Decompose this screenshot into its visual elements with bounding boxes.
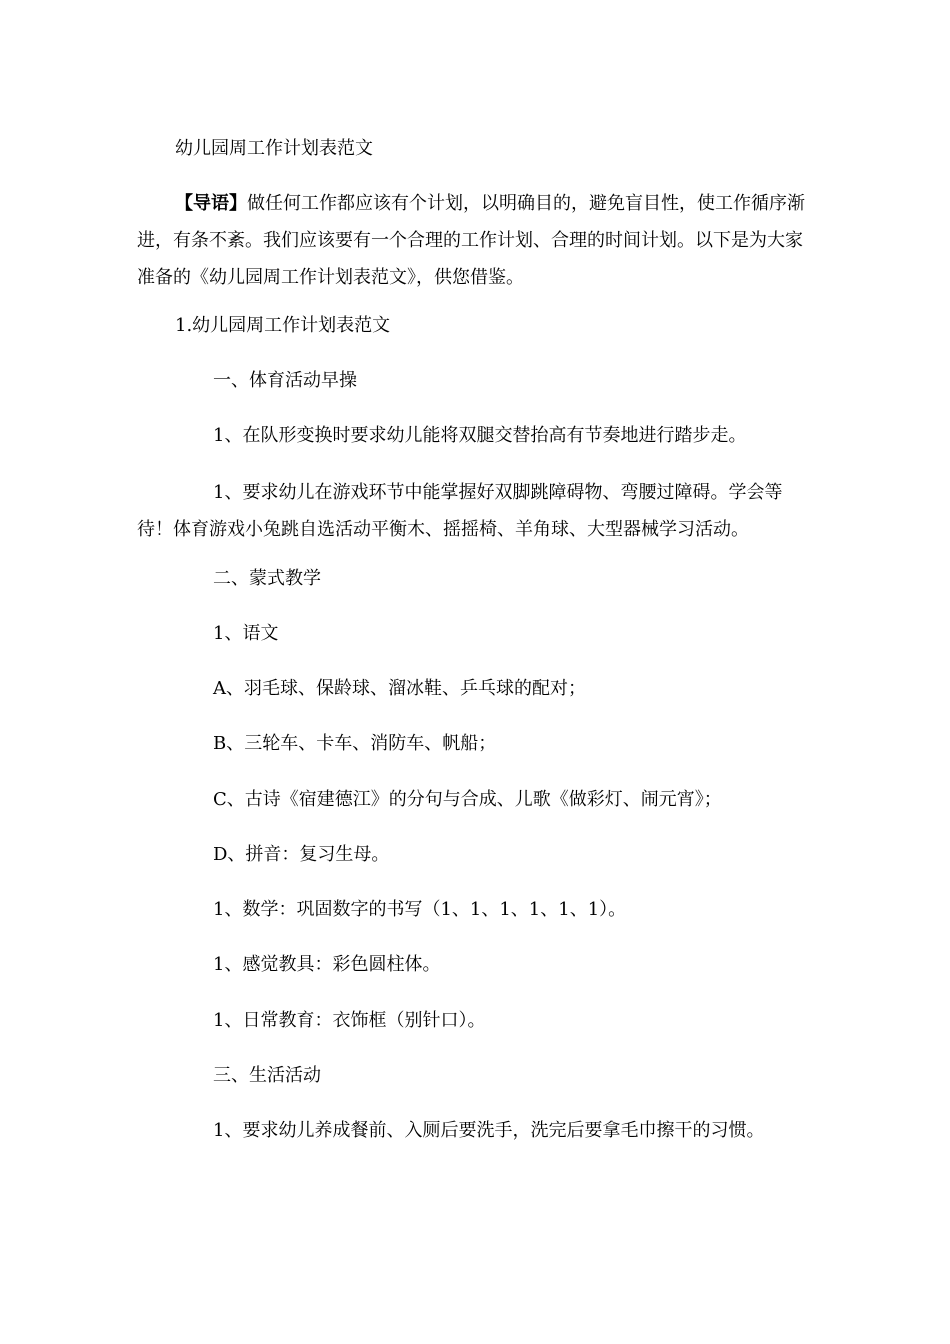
intro-text: 做任何工作都应该有个计划，以明确目的，避免盲目性，使工作循序渐进，有条不紊。我们应该要有一个合理的工作计划、合理的时间计划。以下是为大家准备的《幼儿园周工作计划表范文》，供您借鉴。 xyxy=(137,193,805,288)
part3-heading: 三、生活活动 xyxy=(213,1065,321,1086)
section-title: 1.幼儿园周工作计划表范文 xyxy=(175,315,391,336)
part2-language: 1、语文 xyxy=(213,623,279,644)
part2-sensory: 1、感觉教具：彩色圆柱体。 xyxy=(213,954,441,975)
document-title: 幼儿园周工作计划表范文 xyxy=(175,138,373,159)
part2-item-b: B、三轮车、卡车、消防车、帆船； xyxy=(213,733,497,754)
part2-heading: 二、蒙式教学 xyxy=(213,568,321,589)
part2-item-d: D、拼音：复习生母。 xyxy=(213,844,390,865)
part3-item-handwash: 1、要求幼儿养成餐前、入厕后要洗手，洗完后要拿毛巾擦干的习惯。 xyxy=(213,1120,765,1141)
part2-math: 1、数学：巩固数字的书写（1、1、1、1、1、1）。 xyxy=(213,899,627,920)
part2-daily: 1、日常教育：衣饰框（别针口）。 xyxy=(213,1010,486,1031)
part2-item-a: A、羽毛球、保龄球、溜冰鞋、乒乓球的配对； xyxy=(213,678,586,699)
intro-paragraph xyxy=(137,185,807,296)
part1-heading: 一、体育活动早操 xyxy=(213,370,357,391)
part1-item-formation: 1、在队形变换时要求幼儿能将双腿交替抬高有节奏地进行踏步走。 xyxy=(213,425,747,446)
part1-item-games: 1、要求幼儿在游戏环节中能掌握好双脚跳障碍物、弯腰过障碍。学会等待！体育游戏小兔跳自选活动平衡木、摇摇椅、羊角球、大型器械学习活动。 xyxy=(137,482,783,540)
part2-item-c: C、古诗《宿建德江》的分句与合成、儿歌《做彩灯、闹元宵》； xyxy=(213,789,722,810)
intro-lead: 【导语】 xyxy=(175,193,247,214)
